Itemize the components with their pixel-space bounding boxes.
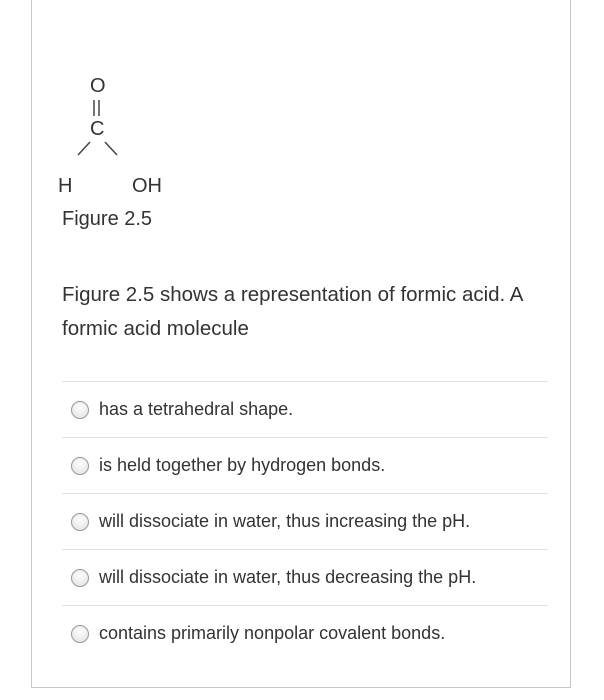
radio-button[interactable]	[71, 569, 89, 587]
atom-carbon: C	[90, 118, 105, 140]
option-label: is held together by hydrogen bonds.	[99, 455, 386, 475]
formic-acid-structure	[50, 65, 190, 200]
atom-oxygen: O	[90, 75, 106, 97]
atom-hydroxyl: OH	[132, 175, 162, 197]
answer-option[interactable]	[62, 493, 548, 549]
radio-button[interactable]	[71, 513, 89, 531]
option-label: contains primarily nonpolar covalent bonds.	[99, 623, 446, 643]
answer-option[interactable]	[62, 381, 548, 437]
option-label: will dissociate in water, thus decreasing the pH.	[99, 567, 477, 587]
radio-button[interactable]	[71, 401, 89, 419]
answer-options	[62, 381, 548, 661]
radio-button[interactable]	[71, 625, 89, 643]
option-label: will dissociate in water, thus increasing the pH.	[99, 511, 471, 531]
question-text: Figure 2.5 shows a representation of formic acid. A formic acid molecule	[62, 283, 523, 340]
radio-button[interactable]	[71, 457, 89, 475]
answer-option[interactable]	[62, 437, 548, 493]
answer-option[interactable]	[62, 605, 548, 661]
option-label: has a tetrahedral shape.	[99, 399, 294, 419]
atom-hydrogen: H	[58, 175, 73, 197]
answer-option[interactable]	[62, 549, 548, 605]
figure-caption: Figure 2.5	[62, 208, 153, 230]
